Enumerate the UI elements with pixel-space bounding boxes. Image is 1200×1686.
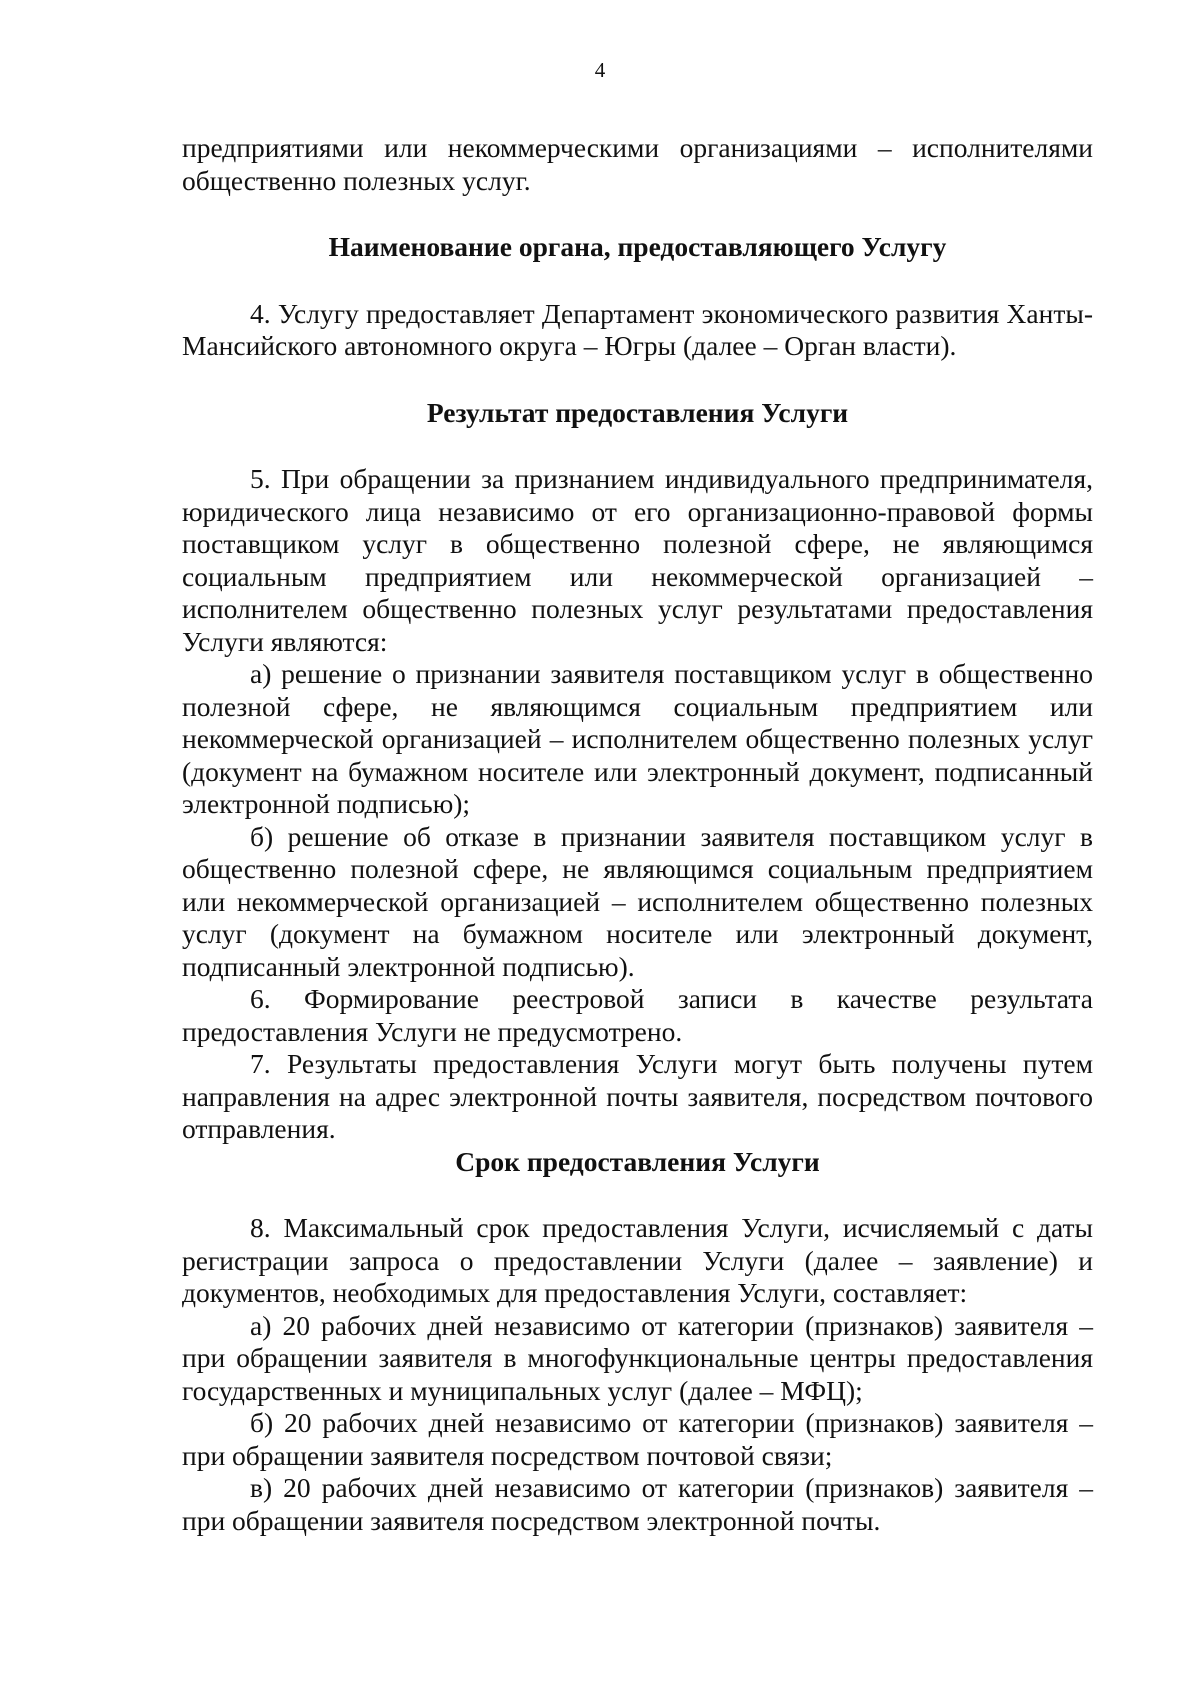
- paragraph-5: 5. При обращении за признанием индивидуального предпринимателя, юридического лица независимо от его организационно-правовой формы поставщиком услуг в общественно полезной сфере, не являющимся социальным предприятием или некоммерческой организацией – исполнителем общественно полезных услуг результатами предоставления Услуги являются:: [182, 463, 1093, 657]
- section-heading-organ: Наименование органа, предоставляющего Услугу: [328, 231, 947, 262]
- section-heading-term: Срок предоставления Услуги: [455, 1145, 820, 1177]
- paragraph-4: 4. Услугу предоставляет Департамент экономического развития Ханты-Мансийского автономного округа – Югры (далее – Орган власти).: [182, 297, 1093, 361]
- paragraph-5b: б) решение об отказе в признании заявителя поставщиком услуг в общественно полезной сфере, не являющимся социальным предприятием или некоммерческой организацией – исполнителем общественно полезных услуг (документ на бумажном носителе или электронный документ, подписанный электронной подписью).: [182, 820, 1093, 982]
- section-heading-result: Результат предоставления Услуги: [426, 396, 849, 428]
- paragraph-8b: б) 20 рабочих дней независимо от категории (признаков) заявителя – при обращении заявителя посредством почтовой связи;: [182, 1407, 1093, 1471]
- paragraph-8a: а) 20 рабочих дней независимо от категории (признаков) заявителя – при обращении заявителя в многофункциональные центры предоставления государственных и муниципальных услуг (далее – МФЦ);: [182, 1309, 1093, 1406]
- paragraph-6: 6. Формирование реестровой записи в качестве результата предоставления Услуги не предусмотрено.: [182, 983, 1093, 1047]
- paragraph-8c: в) 20 рабочих дней независимо от категории (признаков) заявителя – при обращении заявителя посредством электронной почты.: [182, 1472, 1093, 1536]
- paragraph-continuation: предприятиями или некоммерческими организациями – исполнителями общественно полезных услуг.: [182, 132, 1093, 196]
- paragraph-5a: а) решение о признании заявителя поставщиком услуг в общественно полезной сфере, не являющимся социальным предприятием или некоммерческой организацией – исполнителем общественно полезных услуг (документ на бумажном носителе или электронный документ, подписанный электронной подписью);: [182, 658, 1093, 819]
- document-body: [182, 132, 1093, 1537]
- page-number: 4: [594, 58, 606, 82]
- paragraph-8: 8. Максимальный срок предоставления Услуги, исчисляемый с даты регистрации запроса о предоставлении Услуги (далее – заявление) и документов, необходимых для предоставления Услуги, составляет:: [182, 1212, 1093, 1308]
- paragraph-7: 7. Результаты предоставления Услуги могут быть получены путем направления на адрес электронной почты заявителя, посредством почтового отправления.: [182, 1048, 1093, 1144]
